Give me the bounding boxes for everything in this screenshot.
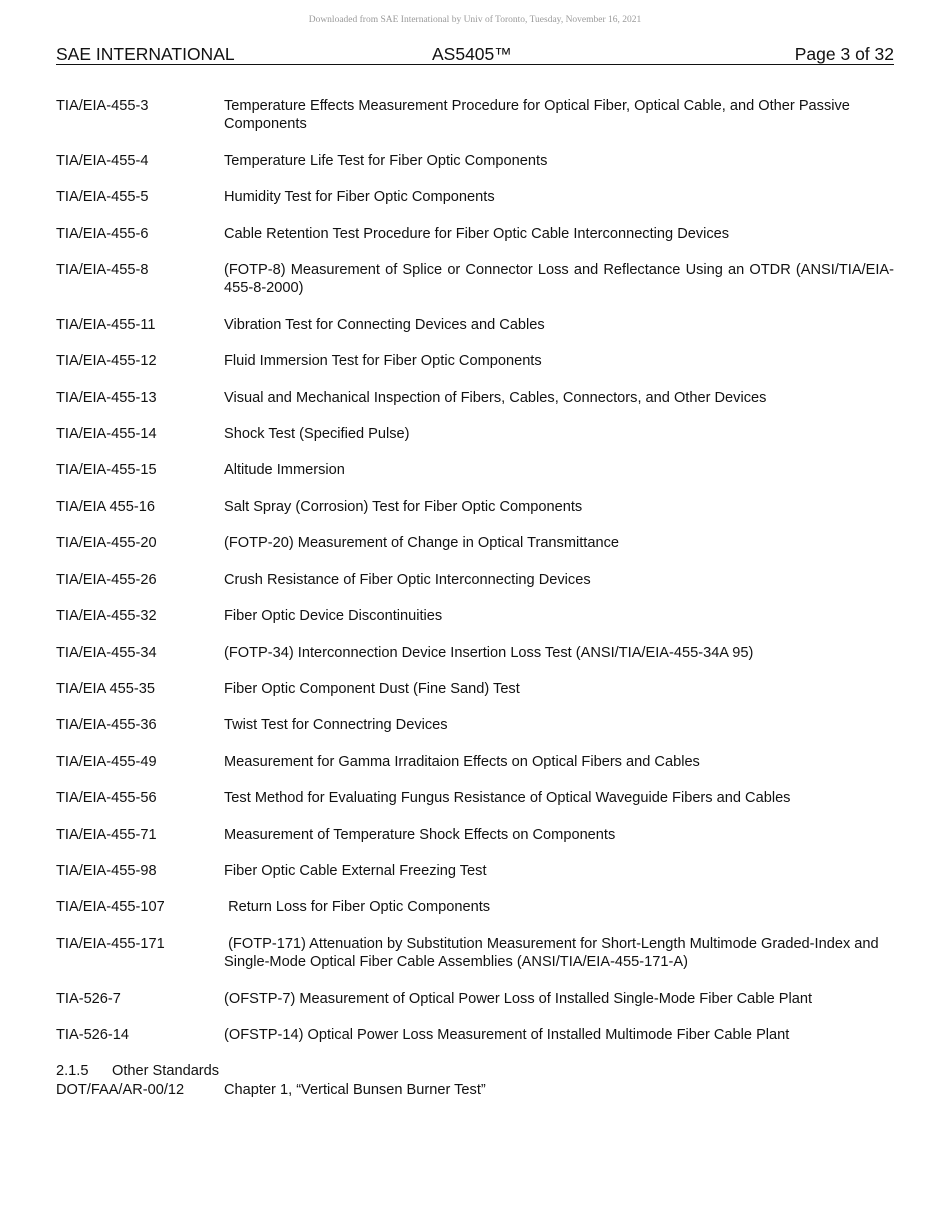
- reference-code: TIA/EIA-455-56: [56, 790, 157, 807]
- reference-row: [56, 534, 894, 552]
- reference-title: (FOTP-20) Measurement of Change in Optical Transmittance: [224, 535, 620, 552]
- reference-title: (FOTP-8) Measurement of Splice or Connector Loss and Reflectance Using an OTDR (ANSI/TIA/EIA-455-8-2000): [224, 262, 894, 297]
- reference-row: [56, 188, 894, 206]
- reference-title: Test Method for Evaluating Fungus Resistance of Optical Waveguide Fibers and Cables: [224, 790, 791, 807]
- reference-title: Crush Resistance of Fiber Optic Interconnecting Devices: [224, 571, 591, 588]
- reference-row: [56, 1081, 894, 1099]
- reference-row: [56, 644, 894, 662]
- reference-row: [56, 1026, 894, 1044]
- reference-row: [56, 352, 894, 370]
- reference-row: [56, 571, 894, 589]
- reference-title: Fiber Optic Cable External Freezing Test: [224, 862, 487, 879]
- reference-title: Vibration Test for Connecting Devices and Cables: [224, 316, 545, 333]
- reference-title: Return Loss for Fiber Optic Components: [224, 899, 491, 916]
- reference-code: TIA/EIA-455-13: [56, 389, 157, 406]
- reference-row: [56, 389, 894, 407]
- reference-code: TIA-526-7: [56, 990, 121, 1007]
- reference-row: [56, 261, 894, 298]
- reference-row: [56, 753, 894, 771]
- reference-code: TIA/EIA-455-6: [56, 225, 149, 242]
- reference-title: Visual and Mechanical Inspection of Fibers, Cables, Connectors, and Other Devices: [224, 389, 767, 406]
- reference-title: Fiber Optic Component Dust (Fine Sand) Test: [224, 680, 520, 697]
- reference-row: [56, 990, 894, 1008]
- section-number: 2.1.5: [56, 1063, 89, 1080]
- reference-row: [56, 498, 894, 516]
- reference-title: Chapter 1, “Vertical Bunsen Burner Test”: [224, 1081, 486, 1098]
- reference-title: Measurement of Temperature Shock Effects on Components: [224, 826, 616, 843]
- reference-code: TIA/EIA-455-4: [56, 152, 149, 169]
- reference-code: TIA/EIA-455-20: [56, 535, 157, 552]
- reference-code: TIA/EIA-455-171: [56, 935, 165, 952]
- reference-title: (OFSTP-14) Optical Power Loss Measurement of Installed Multimode Fiber Cable Plant: [224, 1026, 790, 1043]
- reference-title: (FOTP-171) Attenuation by Substitution Measurement for Short-Length Multimode Graded-Index and Single-Mode Optical Fiber Cable Assemblies (ANSI/TIA/EIA-455-171-A): [224, 935, 883, 971]
- header-organization: SAE INTERNATIONAL: [56, 44, 235, 64]
- reference-row: [56, 97, 894, 134]
- reference-row: [56, 316, 894, 334]
- section-title: Other Standards: [112, 1063, 220, 1080]
- reference-code: TIA/EIA-455-36: [56, 717, 157, 734]
- reference-code: DOT/FAA/AR-00/12: [56, 1081, 185, 1098]
- reference-code: TIA/EIA-455-8: [56, 262, 149, 279]
- reference-code: TIA/EIA 455-16: [56, 498, 155, 515]
- reference-title: Measurement for Gamma Irraditaion Effects on Optical Fibers and Cables: [224, 753, 700, 770]
- reference-title: Fluid Immersion Test for Fiber Optic Components: [224, 353, 542, 370]
- reference-code: TIA/EIA-455-107: [56, 899, 165, 916]
- reference-row: [56, 461, 894, 479]
- reference-title: Cable Retention Test Procedure for Fiber Optic Cable Interconnecting Devices: [224, 225, 730, 242]
- reference-code: TIA/EIA-455-34: [56, 644, 157, 661]
- reference-title: Salt Spray (Corrosion) Test for Fiber Optic Components: [224, 498, 583, 515]
- reference-title: Altitude Immersion: [224, 462, 345, 479]
- reference-title: (FOTP-34) Interconnection Device Insertion Loss Test (ANSI/TIA/EIA-455-34A 95): [224, 644, 754, 661]
- reference-code: TIA/EIA-455-15: [56, 462, 157, 479]
- reference-title: Temperature Effects Measurement Procedure for Optical Fiber, Optical Cable, and Other Passive Components: [224, 98, 850, 133]
- reference-row: [56, 425, 894, 443]
- reference-code: TIA/EIA-455-12: [56, 353, 157, 370]
- reference-row: [56, 680, 894, 698]
- reference-title: Fiber Optic Device Discontinuities: [224, 608, 443, 625]
- reference-title: Humidity Test for Fiber Optic Components: [224, 189, 495, 206]
- reference-row: [56, 826, 894, 844]
- reference-list: [56, 97, 894, 1099]
- reference-row: [56, 607, 894, 625]
- reference-row: [56, 789, 894, 807]
- reference-code: TIA/EIA-455-49: [56, 753, 157, 770]
- reference-title: Twist Test for Connectring Devices: [224, 717, 448, 734]
- reference-code: TIA/EIA-455-3: [56, 98, 149, 114]
- reference-code: TIA/EIA-455-26: [56, 571, 157, 588]
- reference-title: Temperature Life Test for Fiber Optic Components: [224, 152, 548, 169]
- reference-code: TIA/EIA-455-98: [56, 862, 157, 879]
- reference-row: [56, 898, 894, 916]
- reference-code: TIA/EIA-455-14: [56, 426, 157, 443]
- reference-row: [56, 862, 894, 880]
- reference-row: [56, 935, 894, 972]
- reference-title: Shock Test (Specified Pulse): [224, 426, 410, 443]
- header-page-number: Page 3 of 32: [794, 44, 894, 64]
- reference-code: TIA/EIA-455-11: [56, 316, 156, 333]
- page-header: [56, 44, 894, 65]
- reference-row: [56, 225, 894, 243]
- download-notice: Downloaded from SAE International by Univ of Toronto, Tuesday, November 16, 2021: [308, 15, 642, 25]
- reference-code: TIA/EIA-455-71: [56, 826, 157, 843]
- reference-code: TIA/EIA-455-5: [56, 189, 149, 206]
- section-heading: [56, 1062, 894, 1080]
- reference-row: [56, 716, 894, 734]
- header-document-number: AS5405™: [432, 44, 512, 64]
- reference-title: (OFSTP-7) Measurement of Optical Power Loss of Installed Single-Mode Fiber Cable Plant: [224, 990, 813, 1007]
- reference-code: TIA/EIA 455-35: [56, 680, 155, 697]
- reference-row: [56, 152, 894, 170]
- reference-code: TIA/EIA-455-32: [56, 608, 157, 625]
- reference-code: TIA-526-14: [56, 1026, 130, 1043]
